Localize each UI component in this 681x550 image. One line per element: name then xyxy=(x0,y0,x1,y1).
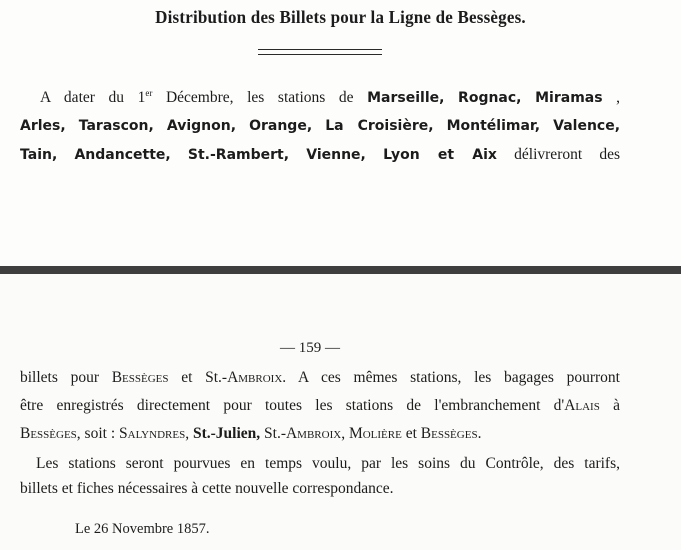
station-valence: Valence, xyxy=(553,118,621,134)
station-montelimar: Montélimar, xyxy=(446,118,541,134)
station-vienne: Vienne, xyxy=(306,147,366,163)
text-span: et xyxy=(401,425,421,442)
text-span: délivreront des xyxy=(496,146,621,163)
place-ambroix: Ambroix xyxy=(227,369,283,386)
station-andancette: Andancette, xyxy=(74,147,171,163)
place-st-julien: St.-Julien, xyxy=(192,425,261,442)
text-span: , xyxy=(185,425,193,442)
place-besseges: Bessèges xyxy=(420,425,478,442)
station-st-rambert: St.-Rambert, xyxy=(187,147,290,163)
text-span: à xyxy=(599,397,620,414)
text-span: , xyxy=(341,425,349,442)
paragraph-line-4 xyxy=(20,369,620,387)
comma: , xyxy=(602,89,621,107)
station-miramas: Miramas xyxy=(535,90,603,107)
signature-date: Le 26 Novembre 1857. xyxy=(75,521,210,537)
day-superscript: er xyxy=(145,88,153,98)
place-besseges: Bessèges xyxy=(20,425,77,442)
paragraph-line-2 xyxy=(20,117,620,135)
station-tarascon: Tarascon, xyxy=(78,118,154,134)
page-top xyxy=(0,0,681,266)
page-divider xyxy=(0,266,681,274)
page-number: — 159 — xyxy=(280,340,340,356)
text-span: être enregistrés directement pour toutes les stations de l'embranchement d' xyxy=(20,397,565,414)
text-span: , soit : xyxy=(76,425,119,442)
text-span: . A ces mêmes stations, les bagages pourront xyxy=(282,369,620,386)
paragraph-line-8: billets et fiches nécessaires à cette nouvelle correspondance. xyxy=(20,480,394,497)
station-la-croisiere: La Croisière, xyxy=(325,118,434,134)
place-besseges: Bessèges xyxy=(111,369,169,386)
place-ambroix: Ambroix xyxy=(285,425,342,442)
place-alais: Alais xyxy=(564,397,600,414)
station-rognac: Rognac, xyxy=(458,90,522,107)
paragraph-line-3 xyxy=(20,146,620,164)
station-arles: Arles, xyxy=(20,118,66,134)
text-span: Décembre, les stations de xyxy=(152,89,368,107)
paragraph-line-7: Les stations seront pourvues en temps voulu, par les soins du Contrôle, des tarifs, xyxy=(36,455,620,472)
place-salyndres: Salyndres xyxy=(119,425,186,442)
place-moliere: Molière xyxy=(348,425,402,442)
station-avignon: Avignon, xyxy=(166,118,237,134)
title-rule-bottom xyxy=(258,54,382,55)
station-marseille: Marseille, xyxy=(367,90,445,107)
station-tain: Tain, xyxy=(20,147,58,163)
text-span: billets pour xyxy=(20,369,112,386)
paragraph-line-6 xyxy=(20,425,620,443)
paragraph-line-1 xyxy=(40,88,620,107)
station-orange: Orange, xyxy=(249,118,313,134)
paragraph-line-5 xyxy=(20,397,620,415)
text-span: . xyxy=(477,425,482,442)
text-span: A dater du xyxy=(40,89,138,107)
text-span: St.- xyxy=(260,425,286,442)
document-title: Distribution des Billets pour la Ligne de Bessèges. xyxy=(155,7,526,28)
day-number: 1 xyxy=(137,89,146,107)
title-rule-top xyxy=(258,49,382,50)
text-span: et St.- xyxy=(168,369,228,386)
station-lyon-et-aix: Lyon et Aix xyxy=(383,147,497,163)
